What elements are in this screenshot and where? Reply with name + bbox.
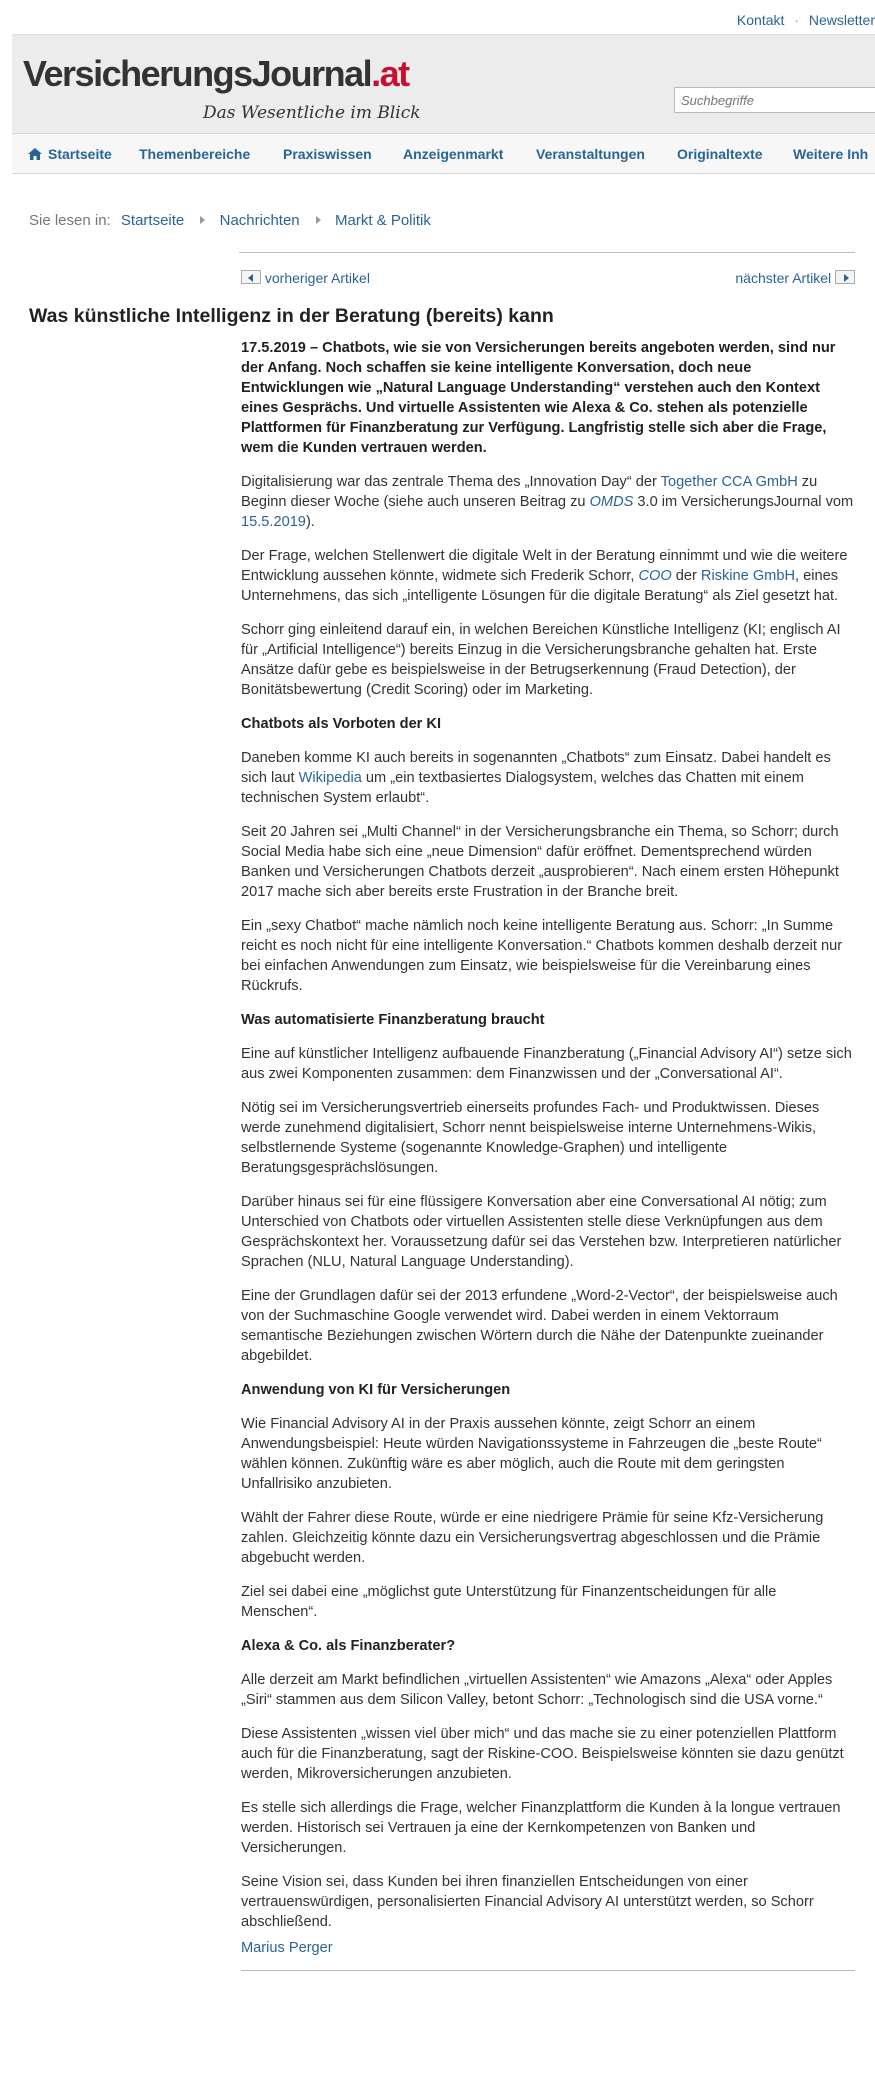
nav-item-themenbereiche[interactable]: Themenbereiche (139, 146, 251, 162)
breadcrumb-startseite[interactable]: Startseite (120, 212, 185, 229)
site-header (12, 34, 875, 134)
section-heading: Anwendung von KI für Versicherungen (241, 1382, 511, 1398)
site-logo[interactable] (23, 53, 421, 133)
nav-item-veranstaltungen[interactable]: Veranstaltungen (536, 146, 645, 162)
section-heading: Chatbots als Vorboten der KI (241, 716, 442, 732)
logo-tagline: Das Wesentliche im Blick (203, 103, 421, 123)
article-body (241, 338, 855, 1971)
breadcrumb-arrow-icon (200, 216, 205, 224)
nav-item-anzeigenmarkt[interactable]: Anzeigenmarkt (403, 146, 504, 162)
paragraph: Alle derzeit am Markt befindlichen „virtuellen Assistenten“ wie Amazons „Alexa“ oder Apples „Siri“ stammen aus dem Silicon Valley, betont Schorr: „Technologisch sind die USA vorne.“ (241, 1672, 833, 1708)
breadcrumb-prefix: Sie lesen in: (29, 212, 111, 229)
nav-item-praxiswissen[interactable]: Praxiswissen (283, 146, 372, 162)
top-links (737, 12, 875, 32)
section-heading: Alexa & Co. als Finanzberater? (241, 1638, 456, 1654)
newsletter-link[interactable]: Newsletter (808, 12, 875, 28)
paragraph: Nötig sei im Versicherungsvertrieb einerseits profundes Fach- und Produktwissen. Dieses werde zunehmend digitalisiert, Schorr nennt beispielsweise interne Unternehmens-Wikis, selbstlernende Systeme (sogenannte Knowledge-Graphen) und intelligente Beratungsgesprächslösungen. (241, 1100, 820, 1176)
article-lead: 17.5.2019 – Chatbots, wie sie von Versicherungen bereits angeboten werden, sind nur der Anfang. Noch schaffen sie keine intelligente Konversation, doch neue Entwicklungen wie „Natural Language Understanding“ verstehen auch den Kontext eines Gesprächs. Und virtuelle Assistenten wie Alexa & Co. stehen als potenzielle Plattformen für Finanzberatung zur Verfügung. Langfristig stelle sich aber die Frage, wem die Kunden vertrauen werden. (241, 340, 836, 456)
previous-article-link[interactable]: vorheriger Artikel (241, 270, 370, 286)
paragraph: Eine der Grundlagen dafür sei der 2013 erfundene „Word-2-Vector“, der beispielsweise auch von der Suchmaschine Google verwendet wird. Dabei werden in einem Vektorraum semantische Beziehungen zwischen Wörtern durch die Nähe der Datenpunkte zueinander abgebildet. (241, 1288, 838, 1364)
article-pager (239, 270, 855, 290)
paragraph: Daneben komme KI auch bereits in sogenannten „Chatbots“ zum Einsatz. Dabei handelt es sich laut Wikipedia um „ein textbasiertes Dialogsystem, welches das Chatten mit einem technischen System erlaubt“. (241, 750, 831, 806)
paragraph: Es stelle sich allerdings die Frage, welcher Finanzplattform die Kunden à la longue vertrauen werden. Historisch sei Vertrauen ja eine der Kernkompetenzen von Banken und Versicherungen. (241, 1800, 841, 1856)
paragraph: Seit 20 Jahren sei „Multi Channel“ in der Versicherungsbranche ein Thema, so Schorr; durch Social Media habe sich eine „neue Dimension“ dafür eröffnet. Dementsprechend würden Banken und Versicherungen Chatbots derzeit „ausprobieren“. Nach einem ersten Höhepunkt 2017 mache sich aber bereits erste Frustration in der Branche breit. (241, 824, 839, 900)
author-link[interactable]: Marius Perger (241, 1940, 333, 1956)
nav-item-startseite[interactable]: Startseite (28, 146, 112, 162)
article-title: Was künstliche Intelligenz in der Beratung (bereits) kann (29, 305, 554, 327)
arrow-right-icon (835, 270, 855, 284)
main-nav (12, 134, 875, 174)
riskine-link[interactable]: Riskine GmbH (700, 568, 795, 584)
date-link[interactable]: 15.5.2019 (241, 514, 306, 530)
kontakt-link[interactable]: Kontakt (736, 12, 785, 28)
divider (239, 252, 855, 253)
coo-link[interactable]: COO (638, 568, 672, 584)
paragraph: Wie Financial Advisory AI in der Praxis aussehen könnte, zeigt Schorr an einem Anwendungsbeispiel: Heute würden Navigationssysteme in Fahrzeugen die „beste Route“ wählen können. Zukünftig wäre es aber möglich, auch die Route mit dem geringsten Unfallrisiko anzubieten. (241, 1416, 822, 1492)
nav-item-weitere[interactable]: Weitere Inh (793, 146, 869, 162)
search-input[interactable] (674, 87, 875, 113)
paragraph: Wählt der Fahrer diese Route, würde er eine niedrigere Prämie für seine Kfz-Versicherung zahlen. Gleichzeitig könnte dazu ein Versicherungsvertrag abgeschlossen und die Prämie abgebucht werden. (241, 1510, 824, 1566)
paragraph: Digitalisierung war das zentrale Thema des „Innovation Day“ der Together CCA GmbH zu Beginn dieser Woche (siehe auch unseren Beitrag zu OMDS 3.0 im VersicherungsJournal vom 15.5.2019). (241, 474, 854, 530)
breadcrumb-markt-politik[interactable]: Markt & Politik (335, 212, 431, 229)
paragraph: Der Frage, welchen Stellenwert die digitale Welt in der Beratung einnimmt und wie die weitere Entwicklung aussehen könnte, widmete sich Frederik Schorr, COO der Riskine GmbH, eines Unternehmens, das sich „intelligente Lösungen für die digitale Beratung“ als Ziel gesetzt hat. (241, 548, 848, 604)
paragraph: Ziel sei dabei eine „möglichst gute Unterstützung für Finanzentscheidungen für alle Menschen“. (241, 1584, 777, 1620)
paragraph: Ein „sexy Chatbot“ mache nämlich noch keine intelligente Beratung aus. Schorr: „In Summe reicht es noch nicht für eine intelligente Konversation.“ Chatbots kommen deshalb derzeit nur bei einfachen Anwendungen zum Einsatz, wie beispielsweise für die Vereinbarung eines Rückrufs. (241, 918, 843, 994)
paragraph: Schorr ging einleitend darauf ein, in welchen Bereichen Künstliche Intelligenz (KI; englisch AI für „Artificial Intelligence“) bereits Einzug in die Versicherungsbranche gehalten hat. Erste Ansätze dafür gebe es beispielsweise in der Betrugserkennung (Fraud Detection), der Bonitätsbewertung (Credit Scoring) oder im Marketing. (241, 622, 841, 698)
paragraph: Darüber hinaus sei für eine flüssigere Konversation aber eine Conversational AI nötig; zum Unterschied von Chatbots oder virtuellen Assistenten stelle diese Verknüpfungen aus dem Gesprächskontext her. Voraussetzung dafür sei das Verstehen bzw. Interpretieren natürlicher Sprachen (NLU, Natural Language Understanding). (241, 1194, 842, 1270)
section-heading: Was automatisierte Finanzberatung braucht (241, 1012, 545, 1028)
home-icon (28, 148, 42, 160)
wikipedia-link[interactable]: Wikipedia (298, 770, 362, 786)
next-article-link[interactable]: nächster Artikel (735, 270, 855, 286)
breadcrumb (29, 212, 431, 229)
paragraph: Seine Vision sei, dass Kunden bei ihren finanziellen Entscheidungen von einer vertrauenswürdigen, personalisierten Financial Advisory AI unterstützt werden, so Schorr abschließend. (241, 1874, 814, 1930)
paragraph: Eine auf künstlicher Intelligenz aufbauende Finanzberatung („Financial Advisory AI“) setze sich aus zwei Komponenten zusammen: dem Finanzwissen und der „Conversational AI“. (241, 1046, 852, 1082)
breadcrumb-arrow-icon (316, 216, 321, 224)
nav-item-originaltexte[interactable]: Originaltexte (677, 146, 763, 162)
divider (241, 1970, 855, 1971)
together-cca-link[interactable]: Together CCA GmbH (660, 474, 798, 490)
top-links-separator: · (794, 12, 799, 28)
breadcrumb-nachrichten[interactable]: Nachrichten (219, 212, 300, 229)
logo-wordmark: VersicherungsJournal.at (23, 53, 409, 94)
paragraph: Diese Assistenten „wissen viel über mich“ und das mache sie zu einer potenziellen Plattform auch für die Finanzberatung, sagt der Riskine-COO. Beispielsweise könnten sie dazu genützt werden, Mikroversicherungen anzubieten. (241, 1726, 844, 1782)
omds-link[interactable]: OMDS (589, 494, 634, 510)
arrow-left-icon (241, 270, 261, 284)
